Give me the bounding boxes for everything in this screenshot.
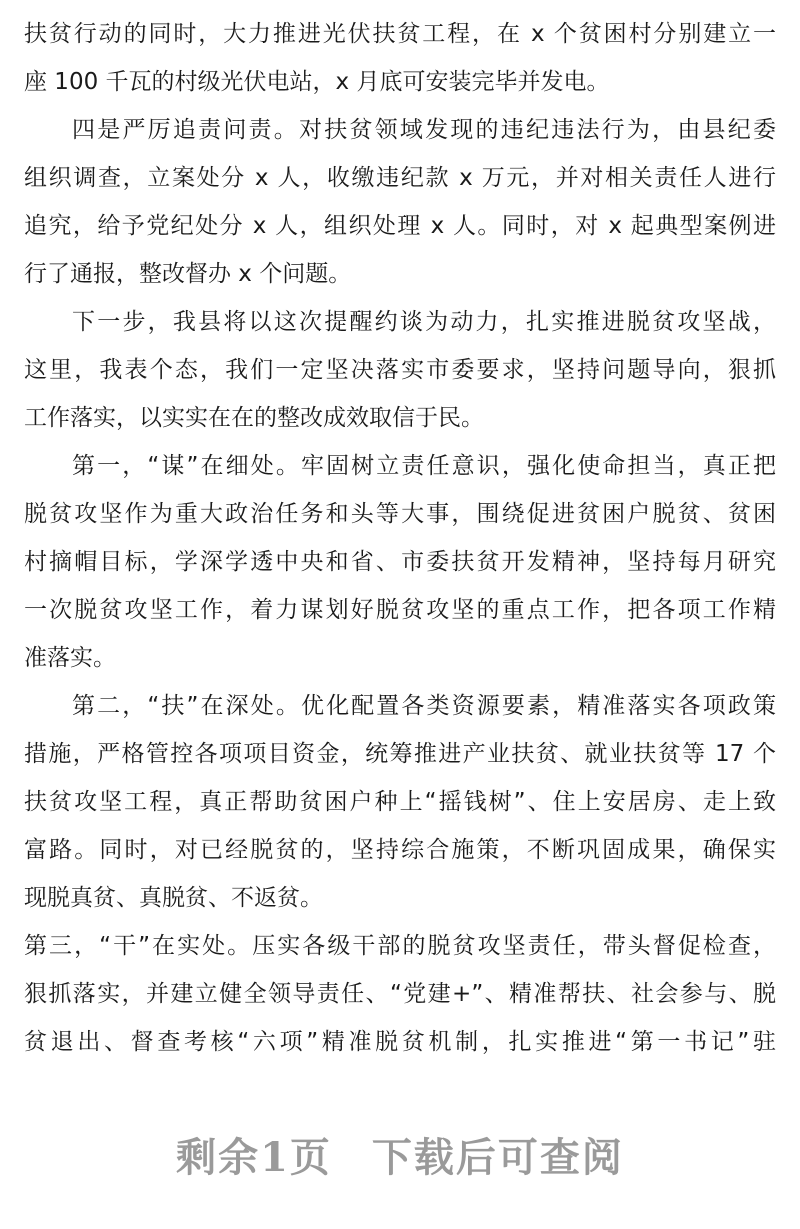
text-line: 脱贫攻坚作为重大政治任务和头等大事，围绕促进贫困户脱贫、贫困 (24, 501, 776, 527)
text-line: 工作落实，以实实在在的整改成效取信于民。 (24, 405, 484, 431)
text-line: 扶贫行动的同时，大力推进光伏扶贫工程，在 x 个贫困村分别建立一 (24, 21, 776, 47)
download-to-view-text: 下载后可查阅 (371, 1134, 624, 1181)
text-line: 扶贫攻坚工程，真正帮助贫困户种上“摇钱树”、住上安居房、走上致 (24, 789, 776, 815)
text-line: 村摘帽目标，学深学透中央和省、市委扶贫开发精神，坚持每月研究 (24, 549, 776, 575)
text-line: 一次脱贫攻坚工作，着力谋划好脱贫攻坚的重点工作，把各项工作精 (24, 597, 776, 623)
download-notice (0, 1126, 800, 1183)
text-line: 第一，“谋”在细处。牢固树立责任意识，强化使命担当，真正把 (72, 453, 776, 479)
text-line: 第三，“干”在实处。压实各级干部的脱贫攻坚责任，带头督促检查， (24, 933, 776, 959)
text-line: 富路。同时，对已经脱贫的，坚持综合施策，不断巩固成果，确保实 (24, 837, 776, 863)
text-line: 座 100 千瓦的村级光伏电站，x 月底可安装完毕并发电。 (24, 69, 610, 95)
text-line: 行了通报，整改督办 x 个问题。 (24, 261, 352, 287)
text-line: 追究，给予党纪处分 x 人，组织处理 x 人。同时，对 x 起典型案例进 (24, 213, 776, 239)
text-line: 狠抓落实，并建立健全领导责任、“党建+”、精准帮扶、社会参与、脱 (24, 981, 776, 1007)
remaining-pages-text: 剩余1页 (176, 1134, 332, 1181)
text-line: 四是严厉追责问责。对扶贫领域发现的违纪违法行为，由县纪委 (72, 117, 776, 143)
text-line: 措施，严格管控各项项目资金，统筹推进产业扶贫、就业扶贫等 17 个 (24, 741, 776, 767)
text-line: 这里，我表个态，我们一定坚决落实市委要求，坚持问题导向，狠抓 (24, 357, 776, 383)
text-line: 现脱真贫、真脱贫、不返贫。 (24, 885, 323, 911)
text-line: 贫退出、督查考核“六项”精准脱贫机制，扎实推进“第一书记”驻 (24, 1029, 776, 1055)
document-body (24, 0, 776, 1066)
text-line: 准落实。 (24, 645, 116, 671)
text-line: 第二，“扶”在深处。优化配置各类资源要素，精准落实各项政策 (72, 693, 776, 719)
text-line: 组织调查，立案处分 x 人，收缴违纪款 x 万元，并对相关责任人进行 (24, 165, 776, 191)
text-line: 下一步，我县将以这次提醒约谈为动力，扎实推进脱贫攻坚战， (72, 309, 776, 335)
